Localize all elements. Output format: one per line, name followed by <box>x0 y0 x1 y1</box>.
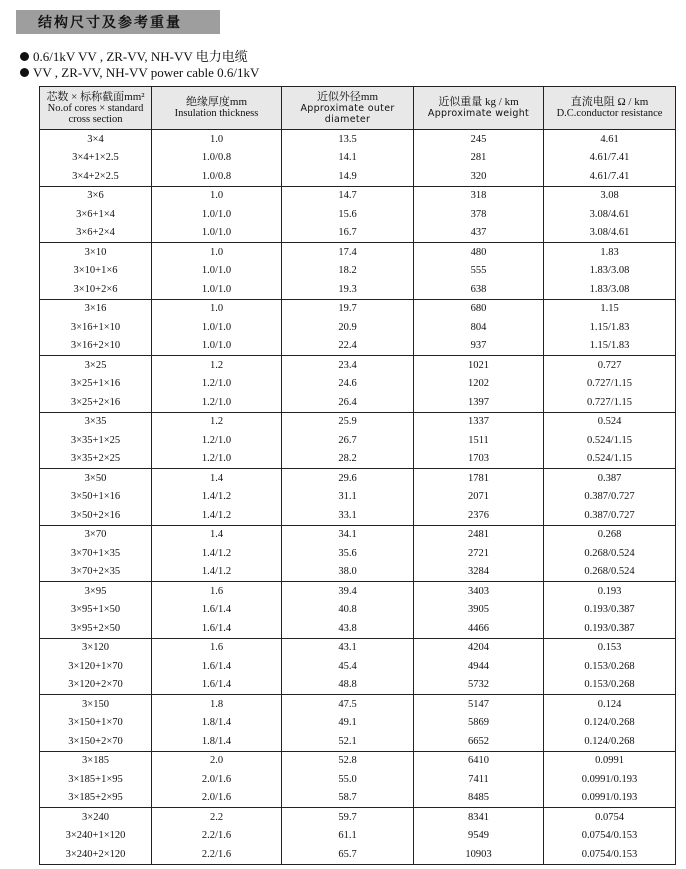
table-row <box>40 827 676 846</box>
cell-weight: 3284 <box>414 563 544 582</box>
cell-insulation: 2.0 <box>152 751 282 770</box>
col-header-en: Approximate weight <box>427 108 530 119</box>
table-row <box>40 205 676 224</box>
col-header-diameter <box>282 87 414 130</box>
table-row <box>40 186 676 205</box>
table-row <box>40 770 676 789</box>
col-header-en: Approximate outer diameter <box>300 102 395 125</box>
cell-diameter: 49.1 <box>282 714 414 733</box>
cell-cores: 3×25+1×16 <box>40 375 152 394</box>
cell-resistance: 0.193 <box>544 582 676 601</box>
cell-weight: 245 <box>414 130 544 149</box>
cell-insulation: 2.2/1.6 <box>152 845 282 864</box>
cell-diameter: 25.9 <box>282 412 414 431</box>
cell-insulation: 1.8/1.4 <box>152 714 282 733</box>
cell-cores: 3×95+1×50 <box>40 601 152 620</box>
cell-resistance: 0.153 <box>544 638 676 657</box>
cell-cores: 3×50 <box>40 469 152 488</box>
table-row <box>40 544 676 563</box>
table-row <box>40 732 676 751</box>
cell-insulation: 1.4/1.2 <box>152 563 282 582</box>
cell-insulation: 1.0 <box>152 299 282 318</box>
cell-weight: 10903 <box>414 845 544 864</box>
cell-diameter: 19.7 <box>282 299 414 318</box>
cell-insulation: 1.6/1.4 <box>152 619 282 638</box>
cell-cores: 3×70+1×35 <box>40 544 152 563</box>
cell-weight: 8485 <box>414 789 544 808</box>
cell-insulation: 2.0/1.6 <box>152 770 282 789</box>
cell-cores: 3×6+2×4 <box>40 224 152 243</box>
cell-cores: 3×70 <box>40 525 152 544</box>
cell-cores: 3×4+2×2.5 <box>40 167 152 186</box>
cell-weight: 4944 <box>414 657 544 676</box>
cell-insulation: 1.2 <box>152 356 282 375</box>
table-row <box>40 337 676 356</box>
cell-cores: 3×16+2×10 <box>40 337 152 356</box>
table-row <box>40 356 676 375</box>
cell-weight: 281 <box>414 149 544 168</box>
cell-resistance: 1.15/1.83 <box>544 318 676 337</box>
col-header-cores <box>40 87 152 130</box>
cell-cores: 3×25 <box>40 356 152 375</box>
table-row <box>40 676 676 695</box>
cell-weight: 7411 <box>414 770 544 789</box>
cell-cores: 3×95 <box>40 582 152 601</box>
cell-resistance: 4.61 <box>544 130 676 149</box>
cell-resistance: 0.268/0.524 <box>544 544 676 563</box>
col-header-en: No.of cores × standard cross section <box>47 102 144 125</box>
cell-insulation: 1.0 <box>152 243 282 262</box>
cell-resistance: 3.08 <box>544 186 676 205</box>
cell-weight: 1781 <box>414 469 544 488</box>
cell-resistance: 0.268/0.524 <box>544 563 676 582</box>
col-header-resistance <box>544 87 676 130</box>
cell-insulation: 1.6/1.4 <box>152 601 282 620</box>
col-header-cn: 近似外径mm <box>316 90 379 103</box>
cell-cores: 3×16 <box>40 299 152 318</box>
cell-cores: 3×35+1×25 <box>40 431 152 450</box>
cell-weight: 680 <box>414 299 544 318</box>
cell-insulation: 1.4 <box>152 469 282 488</box>
cell-resistance: 4.61/7.41 <box>544 149 676 168</box>
cell-insulation: 1.2/1.0 <box>152 393 282 412</box>
table-row <box>40 714 676 733</box>
cell-insulation: 1.4/1.2 <box>152 488 282 507</box>
cell-insulation: 2.2/1.6 <box>152 827 282 846</box>
cell-insulation: 1.4 <box>152 525 282 544</box>
table-row <box>40 619 676 638</box>
cell-cores: 3×120 <box>40 638 152 657</box>
cell-diameter: 40.8 <box>282 601 414 620</box>
cell-insulation: 1.0 <box>152 186 282 205</box>
cell-weight: 480 <box>414 243 544 262</box>
cell-resistance: 0.0991 <box>544 751 676 770</box>
cell-insulation: 1.6 <box>152 582 282 601</box>
cell-weight: 5147 <box>414 695 544 714</box>
cell-resistance: 0.193/0.387 <box>544 601 676 620</box>
cell-insulation: 1.0/1.0 <box>152 262 282 281</box>
table-row <box>40 506 676 525</box>
cell-diameter: 14.1 <box>282 149 414 168</box>
table-row <box>40 657 676 676</box>
col-header-insulation <box>152 87 282 130</box>
subtitle-en <box>20 65 259 81</box>
cell-insulation: 1.0/1.0 <box>152 224 282 243</box>
cell-diameter: 13.5 <box>282 130 414 149</box>
table-row <box>40 243 676 262</box>
cell-weight: 9549 <box>414 827 544 846</box>
table-row <box>40 375 676 394</box>
cell-cores: 3×150+2×70 <box>40 732 152 751</box>
cell-weight: 4466 <box>414 619 544 638</box>
cell-cores: 3×150 <box>40 695 152 714</box>
cell-resistance: 0.387 <box>544 469 676 488</box>
table-row <box>40 638 676 657</box>
cell-resistance: 1.15/1.83 <box>544 337 676 356</box>
cell-insulation: 2.2 <box>152 808 282 827</box>
cell-cores: 3×70+2×35 <box>40 563 152 582</box>
cell-cores: 3×6 <box>40 186 152 205</box>
cell-diameter: 14.7 <box>282 186 414 205</box>
subtitle-cn-text: 0.6/1kV VV , ZR-VV, NH-VV 电力电缆 <box>33 49 248 64</box>
cell-diameter: 61.1 <box>282 827 414 846</box>
cell-diameter: 38.0 <box>282 563 414 582</box>
cell-cores: 3×240 <box>40 808 152 827</box>
cell-diameter: 26.7 <box>282 431 414 450</box>
table-row <box>40 224 676 243</box>
cell-diameter: 43.1 <box>282 638 414 657</box>
cell-insulation: 1.6/1.4 <box>152 657 282 676</box>
cell-weight: 8341 <box>414 808 544 827</box>
cell-insulation: 1.2/1.0 <box>152 431 282 450</box>
table-header-row <box>40 87 676 130</box>
cell-diameter: 39.4 <box>282 582 414 601</box>
cell-weight: 318 <box>414 186 544 205</box>
cell-cores: 3×240+1×120 <box>40 827 152 846</box>
table-row <box>40 130 676 149</box>
cell-insulation: 1.4/1.2 <box>152 544 282 563</box>
cell-diameter: 34.1 <box>282 525 414 544</box>
cell-resistance: 0.153/0.268 <box>544 676 676 695</box>
cell-weight: 1397 <box>414 393 544 412</box>
col-header-en: Insulation thickness <box>174 108 259 119</box>
cell-resistance: 0.727 <box>544 356 676 375</box>
cell-cores: 3×185+1×95 <box>40 770 152 789</box>
cell-insulation: 1.4/1.2 <box>152 506 282 525</box>
cell-weight: 3403 <box>414 582 544 601</box>
cell-cores: 3×120+2×70 <box>40 676 152 695</box>
cell-diameter: 19.3 <box>282 280 414 299</box>
cell-diameter: 33.1 <box>282 506 414 525</box>
cell-diameter: 55.0 <box>282 770 414 789</box>
table-row <box>40 431 676 450</box>
subtitle-en-text: VV , ZR-VV, NH-VV power cable 0.6/1kV <box>33 65 260 80</box>
table-body <box>40 130 676 865</box>
cell-insulation: 1.8/1.4 <box>152 732 282 751</box>
cell-cores: 3×150+1×70 <box>40 714 152 733</box>
cell-cores: 3×35+2×25 <box>40 450 152 469</box>
cell-resistance: 0.0754/0.153 <box>544 845 676 864</box>
table-row <box>40 450 676 469</box>
cell-diameter: 28.2 <box>282 450 414 469</box>
cell-weight: 3905 <box>414 601 544 620</box>
cell-weight: 378 <box>414 205 544 224</box>
cell-insulation: 1.0/1.0 <box>152 318 282 337</box>
table-row <box>40 808 676 827</box>
cell-weight: 5869 <box>414 714 544 733</box>
cell-resistance: 0.524/1.15 <box>544 431 676 450</box>
cell-resistance: 0.0754 <box>544 808 676 827</box>
cell-insulation: 1.6/1.4 <box>152 676 282 695</box>
cell-insulation: 1.2/1.0 <box>152 450 282 469</box>
col-header-cn: 近似重量 kg / km <box>438 96 519 108</box>
table-row <box>40 601 676 620</box>
table-row <box>40 149 676 168</box>
cell-diameter: 29.6 <box>282 469 414 488</box>
table-row <box>40 525 676 544</box>
cell-cores: 3×50+2×16 <box>40 506 152 525</box>
cell-insulation: 1.6 <box>152 638 282 657</box>
cable-spec-table <box>39 86 676 865</box>
cell-diameter: 31.1 <box>282 488 414 507</box>
cell-resistance: 0.524/1.15 <box>544 450 676 469</box>
bullet-icon <box>20 52 29 61</box>
table-row <box>40 845 676 864</box>
cell-diameter: 35.6 <box>282 544 414 563</box>
subtitle-cn <box>20 46 248 65</box>
cell-resistance: 0.387/0.727 <box>544 488 676 507</box>
cell-insulation: 1.2 <box>152 412 282 431</box>
cell-weight: 1337 <box>414 412 544 431</box>
cell-insulation: 1.0/0.8 <box>152 149 282 168</box>
cell-resistance: 4.61/7.41 <box>544 167 676 186</box>
table-row <box>40 262 676 281</box>
cell-weight: 804 <box>414 318 544 337</box>
cell-diameter: 43.8 <box>282 619 414 638</box>
cell-weight: 937 <box>414 337 544 356</box>
bullet-icon <box>20 68 29 77</box>
cell-resistance: 0.0991/0.193 <box>544 770 676 789</box>
cell-weight: 1511 <box>414 431 544 450</box>
cell-diameter: 48.8 <box>282 676 414 695</box>
table-row <box>40 563 676 582</box>
cell-diameter: 18.2 <box>282 262 414 281</box>
cell-diameter: 15.6 <box>282 205 414 224</box>
table-row <box>40 469 676 488</box>
page-title: 结构尺寸及参考重量 <box>38 15 182 31</box>
cell-weight: 5732 <box>414 676 544 695</box>
cell-cores: 3×10+1×6 <box>40 262 152 281</box>
col-header-cn: 芯数 × 标称截面mm² <box>46 90 145 103</box>
table-row <box>40 695 676 714</box>
cell-resistance: 1.83 <box>544 243 676 262</box>
cell-cores: 3×10 <box>40 243 152 262</box>
cell-resistance: 0.727/1.15 <box>544 393 676 412</box>
cell-cores: 3×4 <box>40 130 152 149</box>
table-row <box>40 299 676 318</box>
cell-diameter: 52.8 <box>282 751 414 770</box>
cell-diameter: 26.4 <box>282 393 414 412</box>
cell-cores: 3×240+2×120 <box>40 845 152 864</box>
cell-weight: 555 <box>414 262 544 281</box>
cell-resistance: 1.83/3.08 <box>544 280 676 299</box>
cell-insulation: 1.0/1.0 <box>152 280 282 299</box>
cell-cores: 3×95+2×50 <box>40 619 152 638</box>
cell-cores: 3×35 <box>40 412 152 431</box>
cell-resistance: 0.524 <box>544 412 676 431</box>
cell-resistance: 0.124/0.268 <box>544 714 676 733</box>
cell-weight: 2376 <box>414 506 544 525</box>
cell-weight: 6410 <box>414 751 544 770</box>
cell-diameter: 23.4 <box>282 356 414 375</box>
cell-insulation: 1.2/1.0 <box>152 375 282 394</box>
cell-cores: 3×4+1×2.5 <box>40 149 152 168</box>
cell-weight: 6652 <box>414 732 544 751</box>
cell-weight: 320 <box>414 167 544 186</box>
col-header-en: D.C.conductor resistance <box>556 108 663 119</box>
cell-insulation: 1.0/1.0 <box>152 337 282 356</box>
cell-weight: 638 <box>414 280 544 299</box>
cell-weight: 2721 <box>414 544 544 563</box>
cell-diameter: 58.7 <box>282 789 414 808</box>
table-row <box>40 412 676 431</box>
cell-diameter: 45.4 <box>282 657 414 676</box>
table-row <box>40 488 676 507</box>
cell-resistance: 3.08/4.61 <box>544 224 676 243</box>
cell-diameter: 16.7 <box>282 224 414 243</box>
cell-weight: 2481 <box>414 525 544 544</box>
cell-diameter: 65.7 <box>282 845 414 864</box>
cell-cores: 3×25+2×16 <box>40 393 152 412</box>
cell-cores: 3×120+1×70 <box>40 657 152 676</box>
table-row <box>40 167 676 186</box>
table-row <box>40 789 676 808</box>
cell-weight: 1202 <box>414 375 544 394</box>
cell-resistance: 0.153/0.268 <box>544 657 676 676</box>
table-row <box>40 393 676 412</box>
cell-weight: 1021 <box>414 356 544 375</box>
cell-cores: 3×185 <box>40 751 152 770</box>
cell-diameter: 17.4 <box>282 243 414 262</box>
cell-resistance: 3.08/4.61 <box>544 205 676 224</box>
table-row <box>40 318 676 337</box>
cell-resistance: 0.0754/0.153 <box>544 827 676 846</box>
cell-diameter: 47.5 <box>282 695 414 714</box>
cell-insulation: 2.0/1.6 <box>152 789 282 808</box>
cell-insulation: 1.0/1.0 <box>152 205 282 224</box>
col-header-cn: 绝缘厚度mm <box>185 96 248 108</box>
cell-cores: 3×6+1×4 <box>40 205 152 224</box>
cell-resistance: 0.124 <box>544 695 676 714</box>
cell-resistance: 0.387/0.727 <box>544 506 676 525</box>
cell-diameter: 22.4 <box>282 337 414 356</box>
cell-resistance: 1.83/3.08 <box>544 262 676 281</box>
cell-diameter: 52.1 <box>282 732 414 751</box>
cell-diameter: 24.6 <box>282 375 414 394</box>
cell-insulation: 1.0 <box>152 130 282 149</box>
cell-weight: 437 <box>414 224 544 243</box>
table-row <box>40 751 676 770</box>
cell-resistance: 0.0991/0.193 <box>544 789 676 808</box>
cell-resistance: 0.124/0.268 <box>544 732 676 751</box>
cell-cores: 3×185+2×95 <box>40 789 152 808</box>
col-header-cn: 直流电阻 Ω / km <box>570 96 649 108</box>
cell-weight: 4204 <box>414 638 544 657</box>
cell-resistance: 0.268 <box>544 525 676 544</box>
table-row <box>40 280 676 299</box>
col-header-weight <box>414 87 544 130</box>
cell-cores: 3×16+1×10 <box>40 318 152 337</box>
cell-resistance: 0.727/1.15 <box>544 375 676 394</box>
cell-diameter: 14.9 <box>282 167 414 186</box>
cell-weight: 2071 <box>414 488 544 507</box>
cell-insulation: 1.8 <box>152 695 282 714</box>
cell-insulation: 1.0/0.8 <box>152 167 282 186</box>
cell-weight: 1703 <box>414 450 544 469</box>
cell-cores: 3×10+2×6 <box>40 280 152 299</box>
table-row <box>40 582 676 601</box>
cell-cores: 3×50+1×16 <box>40 488 152 507</box>
cell-diameter: 20.9 <box>282 318 414 337</box>
cell-resistance: 0.193/0.387 <box>544 619 676 638</box>
cell-resistance: 1.15 <box>544 299 676 318</box>
cell-diameter: 59.7 <box>282 808 414 827</box>
